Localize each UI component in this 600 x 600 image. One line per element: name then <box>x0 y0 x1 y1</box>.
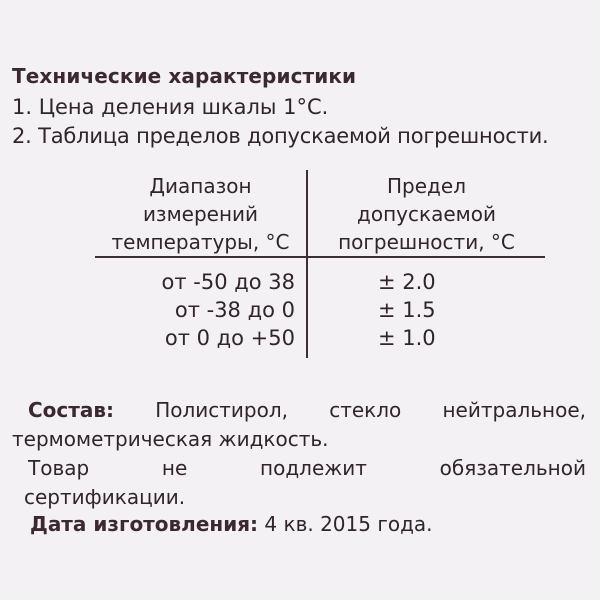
table-cell-range: от 0 до +50 <box>164 326 295 350</box>
composition-text: Полистирол, стекло нейтральное, <box>114 398 586 422</box>
spec-item-table-caption: 2. Таблица пределов допускаемой погрешности. <box>12 124 549 148</box>
manufacture-label: Дата изготовления: <box>30 512 259 536</box>
table-column-divider <box>306 170 308 358</box>
certification-paragraph <box>12 454 586 512</box>
error-limits-table <box>95 170 545 360</box>
composition-line <box>12 396 586 425</box>
composition-label: Состав: <box>28 398 115 422</box>
header-error-limit: Предел допускаемой погрешности, °С <box>338 174 515 254</box>
composition-paragraph <box>12 396 586 454</box>
table-cell-error: ± 1.0 <box>378 326 436 350</box>
manufacture-value: 4 кв. 2015 года. <box>258 512 433 536</box>
spec-item-scale: 1. Цена деления шкалы 1°С. <box>12 95 329 119</box>
certification-line-cont: сертификации. <box>24 485 186 509</box>
table-cell-range: от -38 до 0 <box>174 298 295 322</box>
section-heading: Технические характеристики <box>12 64 357 88</box>
table-header-divider <box>95 256 545 258</box>
header-range: Диапазон измерений температуры, °С <box>111 174 290 254</box>
table-cell-error: ± 2.0 <box>378 270 436 294</box>
certification-line: Товар не подлежит обязательной <box>28 456 586 480</box>
table-cell-error: ± 1.5 <box>378 298 436 322</box>
composition-text-cont: термометрическая жидкость. <box>12 427 329 451</box>
table-cell-range: от -50 до 38 <box>161 270 295 294</box>
manufacture-date <box>30 512 433 536</box>
